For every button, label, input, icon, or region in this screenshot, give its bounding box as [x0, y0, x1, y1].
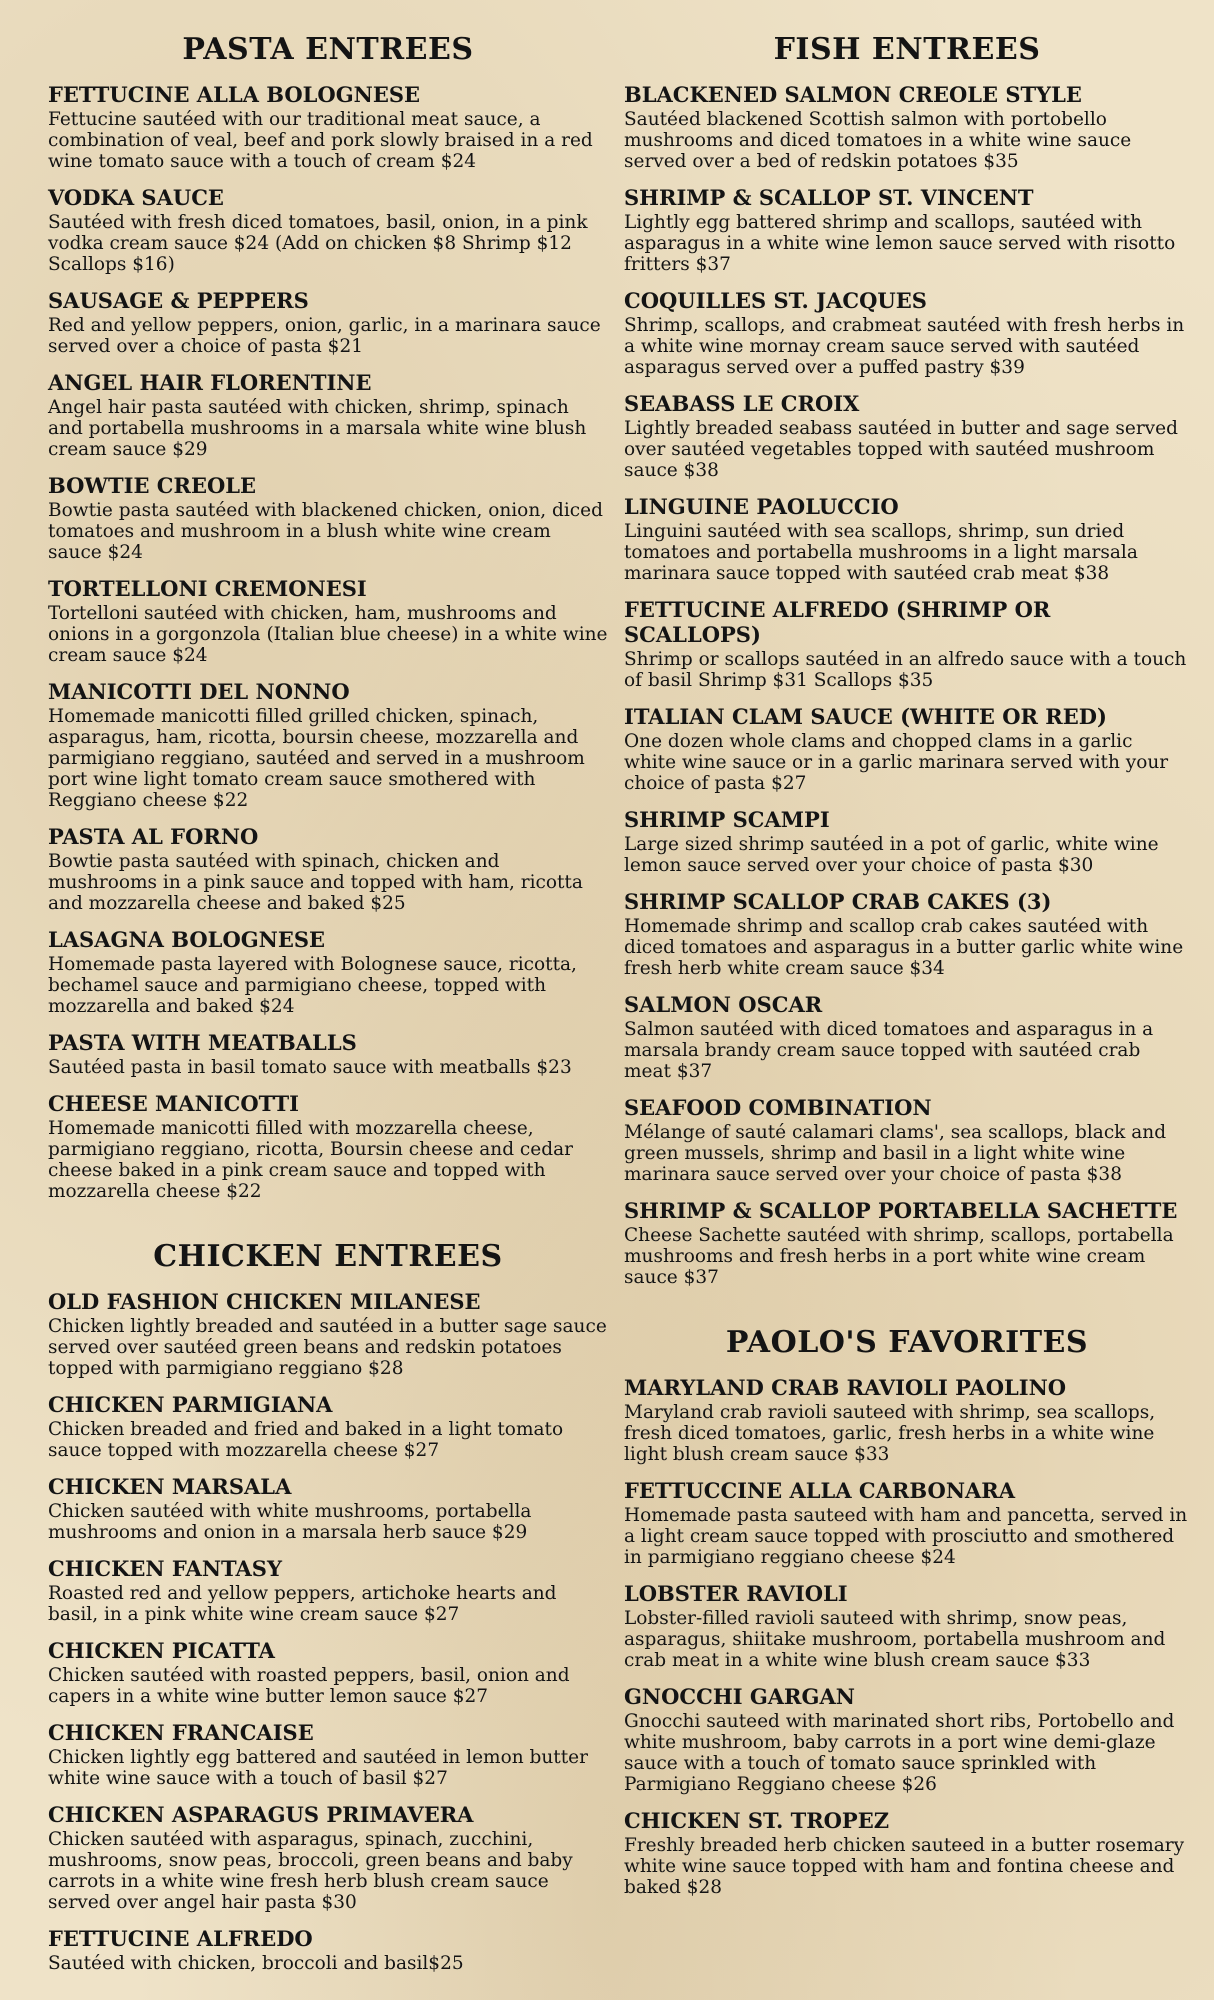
- menu-item-name: SEABASS LE CROIX: [624, 391, 860, 416]
- menu-item-name: SALMON OSCAR: [624, 992, 823, 1017]
- menu-item-description: Sautéed pasta in basil tomato sauce with meatballs $23: [48, 1057, 572, 1078]
- menu-item-name: SEAFOOD COMBINATION: [624, 1095, 932, 1120]
- menu-item: [48, 473, 608, 563]
- menu-item-description: Chicken lightly breaded and sautéed in a butter sage sauce served over sautéed green beans and redskin potatoes topped with parmigiano reggiano $28: [48, 1316, 607, 1379]
- menu-item: [624, 704, 1190, 794]
- menu-item-description: Homemade pasta layered with Bolognese sauce, ricotta, bechamel sauce and parmigiano cheese, topped with mozzarella and baked $24: [48, 954, 577, 1017]
- menu-item: [48, 1926, 608, 1974]
- menu-item-name: BOWTIE CREOLE: [48, 473, 257, 498]
- menu-item-name: PASTA AL FORNO: [48, 824, 259, 849]
- menu-item-description: Sautéed with fresh diced tomatoes, basil, onion, in a pink vodka cream sauce $24 (Add on chicken $8 Shrimp $12 Scallops $16): [48, 212, 588, 275]
- menu-item: [624, 391, 1190, 481]
- menu-item-description: Salmon sautéed with diced tomatoes and asparagus in a marsala brandy cream sauce topped with sautéed crab meat $37: [624, 1019, 1154, 1082]
- menu-items: [624, 82, 1190, 1288]
- menu-item: [624, 1684, 1190, 1795]
- menu-item-description: Bowtie pasta sautéed with spinach, chicken and mushrooms in a pink sauce and topped with ham, ricotta and mozzarella cheese and baked $25: [48, 851, 583, 914]
- menu-item-name: FETTUCINE ALLA BOLOGNESE: [48, 82, 421, 107]
- menu-items: [48, 1289, 608, 1974]
- menu-item-description: Angel hair pasta sautéed with chicken, shrimp, spinach and portabella mushrooms in a marsala white wine blush cream sauce $29: [48, 397, 587, 460]
- menu-item: [48, 1720, 608, 1789]
- menu-item: [624, 1198, 1190, 1288]
- menu-item-description: Homemade shrimp and scallop crab cakes sautéed with diced tomatoes and asparagus in a butter garlic white wine fresh herb white cream sauce $34: [624, 916, 1184, 979]
- menu-item: [624, 597, 1190, 691]
- menu-item-name: OLD FASHION CHICKEN MILANESE: [48, 1289, 481, 1314]
- menu-item-description: Shrimp or scallops sautéed in an alfredo sauce with a touch of basil Shrimp $31 Scallops $35: [624, 649, 1187, 691]
- fish-section: [624, 30, 1190, 1288]
- menu-item-description: Shrimp, scallops, and crabmeat sautéed with fresh herbs in a white wine mornay cream sauce served with sautéed asparagus served over a puffed pastry $39: [624, 315, 1185, 378]
- menu-item-name: SHRIMP & SCALLOP ST. VINCENT: [624, 185, 1034, 210]
- menu-item-name: CHICKEN FANTASY: [48, 1556, 282, 1581]
- menu-item-name: CHICKEN MARSALA: [48, 1474, 292, 1499]
- chicken-section: [48, 1237, 608, 1974]
- menu-item-description: Red and yellow peppers, onion, garlic, in a marinara sauce served over a choice of pasta $21: [48, 315, 601, 357]
- menu-item-name: ITALIAN CLAM SAUCE (WHITE OR RED): [624, 704, 1107, 729]
- menu-item-description: Chicken sautéed with white mushrooms, portabella mushrooms and onion in a marsala herb sauce $29: [48, 1501, 532, 1543]
- menu-item: [48, 1638, 608, 1707]
- menu-item-description: Lightly breaded seabass sautéed in butter and sage served over sautéed vegetables topped with sautéed mushroom sauce $38: [624, 418, 1178, 481]
- menu-item-description: Homemade manicotti filled with mozzarella cheese, parmigiano reggiano, ricotta, Boursin cheese and cedar cheese baked in a pink cream sauce and topped with mozzarella cheese $22: [48, 1118, 573, 1202]
- menu-item-description: Freshly breaded herb chicken sauteed in a butter rosemary white wine sauce topped with ham and fontina cheese and baked $28: [624, 1835, 1185, 1898]
- menu-item-description: One dozen whole clams and chopped clams in a garlic white wine sauce or in a garlic marinara served with your choice of pasta $27: [624, 731, 1169, 794]
- menu-item: [624, 1375, 1190, 1465]
- menu-item: [48, 1289, 608, 1379]
- menu-item: [48, 1392, 608, 1461]
- menu-item: [48, 1030, 608, 1078]
- menu-item-name: MANICOTTI DEL NONNO: [48, 679, 350, 704]
- menu-item: [624, 889, 1190, 979]
- menu-item-description: Gnocchi sauteed with marinated short ribs, Portobello and white mushroom, baby carrots in a port wine demi-glaze sauce with a touch of tomato sauce sprinkled with Parmigiano Reggiano cheese $26: [624, 1711, 1175, 1795]
- menu-item-name: GNOCCHI GARGAN: [624, 1684, 855, 1709]
- menu-item-name: FETTUCINE ALFREDO: [48, 1926, 313, 1951]
- section-title: PAOLO'S FAVORITES: [725, 1325, 1089, 1360]
- menu-item-name: CHICKEN ASPARAGUS PRIMAVERA: [48, 1802, 474, 1827]
- menu-item: [48, 824, 608, 914]
- menu-item-description: Sautéed blackened Scottish salmon with portobello mushrooms and diced tomatoes in a white wine sauce served over a bed of redskin potatoes $35: [624, 109, 1132, 172]
- menu-item: [624, 1095, 1190, 1185]
- menu-item-name: BLACKENED SALMON CREOLE STYLE: [624, 82, 1082, 107]
- menu-items: [48, 82, 608, 1202]
- menu-item: [48, 1091, 608, 1202]
- menu-item: [48, 370, 608, 460]
- menu-item: [48, 1802, 608, 1913]
- menu-item-description: Maryland crab ravioli sauteed with shrimp, sea scallops, fresh diced tomatoes, garlic, fresh herbs in a white wine light blush cream sauce $33: [624, 1402, 1156, 1465]
- menu-item: [624, 288, 1190, 378]
- menu-item: [48, 1556, 608, 1625]
- menu-item: [48, 679, 608, 811]
- menu-item-name: CHEESE MANICOTTI: [48, 1091, 299, 1116]
- section-title: FISH ENTREES: [773, 32, 1041, 67]
- menu-item-name: PASTA WITH MEATBALLS: [48, 1030, 357, 1055]
- section-title: PASTA ENTREES: [182, 32, 474, 67]
- menu-item: [48, 185, 608, 275]
- menu-item: [624, 82, 1190, 172]
- menu-item-name: MARYLAND CRAB RAVIOLI PAOLINO: [624, 1375, 1067, 1400]
- menu-item: [48, 1474, 608, 1543]
- menu-items: [624, 1375, 1190, 1898]
- menu-item-name: COQUILLES ST. JACQUES: [624, 288, 927, 313]
- section-title: CHICKEN ENTREES: [153, 1239, 503, 1274]
- menu-item-description: Sautéed with chicken, broccoli and basil$25: [48, 1953, 464, 1974]
- pasta-section: [48, 30, 608, 1202]
- menu-item-description: Linguini sautéed with sea scallops, shrimp, sun dried tomatoes and portabella mushrooms in a light marsala marinara sauce topped with sautéed crab meat $38: [624, 521, 1138, 584]
- menu-item-name: CHICKEN PARMIGIANA: [48, 1392, 333, 1417]
- menu-item-description: Chicken sautéed with asparagus, spinach, zucchini, mushrooms, snow peas, broccoli, green beans and baby carrots in a white wine fresh herb blush cream sauce served over angel hair pasta $30: [48, 1829, 573, 1913]
- menu-item-description: Lightly egg battered shrimp and scallops, sautéed with asparagus in a white wine lemon sauce served with risotto fritters $37: [624, 212, 1176, 275]
- menu-item-description: Cheese Sachette sautéed with shrimp, scallops, portabella mushrooms and fresh herbs in a port white wine cream sauce $37: [624, 1225, 1174, 1288]
- menu-item-name: VODKA SAUCE: [48, 185, 224, 210]
- menu-item-description: Chicken lightly egg battered and sautéed in lemon butter white wine sauce with a touch of basil $27: [48, 1747, 588, 1789]
- menu-item-description: Mélange of sauté calamari clams', sea scallops, black and green mussels, shrimp and basil in a light white wine marinara sauce served over your choice of pasta $38: [624, 1122, 1167, 1185]
- menu-item-name: LINGUINE PAOLUCCIO: [624, 494, 899, 519]
- menu-item-description: Homemade pasta sauteed with ham and pancetta, served in a light cream sauce topped with prosciutto and smothered in parmigiano reggiano cheese $24: [624, 1505, 1188, 1568]
- menu-item: [624, 494, 1190, 584]
- menu-item-description: Fettucine sautéed with our traditional meat sauce, a combination of veal, beef and pork slowly braised in a red wine tomato sauce with a touch of cream $24: [48, 109, 593, 172]
- menu-item: [624, 1478, 1190, 1568]
- menu-item-name: SHRIMP SCAMPI: [624, 807, 830, 832]
- menu-item-name: CHICKEN ST. TROPEZ: [624, 1808, 890, 1833]
- menu-item-name: CHICKEN FRANCAISE: [48, 1720, 314, 1745]
- menu-item-name: LASAGNA BOLOGNESE: [48, 927, 326, 952]
- menu-item: [624, 992, 1190, 1082]
- menu-item-description: Homemade manicotti filled grilled chicken, spinach, asparagus, ham, ricotta, boursin cheese, mozzarella and parmigiano reggiano, sautéed and served in a mushroom port wine light tomato cream sauce smothered with Reggiano cheese $22: [48, 706, 585, 811]
- menu-item-name: SAUSAGE & PEPPERS: [48, 288, 309, 313]
- menu-item-name: FETTUCINE ALFREDO (SHRIMP OR SCALLOPS): [624, 597, 1051, 647]
- menu-item-name: CHICKEN PICATTA: [48, 1638, 275, 1663]
- menu-item-description: Chicken sautéed with roasted peppers, basil, onion and capers in a white wine butter lemon sauce $27: [48, 1665, 570, 1707]
- menu-item-description: Large sized shrimp sautéed in a pot of garlic, white wine lemon sauce served over your choice of pasta $30: [624, 834, 1159, 876]
- menu-item-name: SHRIMP & SCALLOP PORTABELLA SACHETTE: [624, 1198, 1178, 1223]
- menu-item: [48, 927, 608, 1017]
- menu-item: [624, 1581, 1190, 1671]
- menu-item: [624, 1808, 1190, 1898]
- right-column: [624, 30, 1190, 1911]
- menu-item-description: Bowtie pasta sautéed with blackened chicken, onion, diced tomatoes and mushroom in a blush white wine cream sauce $24: [48, 500, 603, 563]
- menu-item-description: Tortelloni sautéed with chicken, ham, mushrooms and onions in a gorgonzola (Italian blue cheese) in a white wine cream sauce $24: [48, 603, 608, 666]
- menu-item-name: FETTUCCINE ALLA CARBONARA: [624, 1478, 1016, 1503]
- menu-item-name: TORTELLONI CREMONESI: [48, 576, 367, 601]
- menu-item-name: SHRIMP SCALLOP CRAB CAKES (3): [624, 889, 1052, 914]
- favorites-section: [624, 1323, 1190, 1898]
- menu-item: [48, 576, 608, 666]
- menu-item: [624, 807, 1190, 876]
- menu-item-name: ANGEL HAIR FLORENTINE: [48, 370, 372, 395]
- menu-item-description: Roasted red and yellow peppers, artichoke hearts and basil, in a pink white wine cream sauce $27: [48, 1583, 557, 1625]
- menu-item: [48, 288, 608, 357]
- menu-item: [624, 185, 1190, 275]
- left-column: [48, 30, 608, 1987]
- menu-item-description: Chicken breaded and fried and baked in a light tomato sauce topped with mozzarella cheese $27: [48, 1419, 564, 1461]
- menu-item: [48, 82, 608, 172]
- menu-item-name: LOBSTER RAVIOLI: [624, 1581, 848, 1606]
- menu-item-description: Lobster-filled ravioli sauteed with shrimp, snow peas, asparagus, shiitake mushroom, portabella mushroom and crab meat in a white wine blush cream sauce $33: [624, 1608, 1166, 1671]
